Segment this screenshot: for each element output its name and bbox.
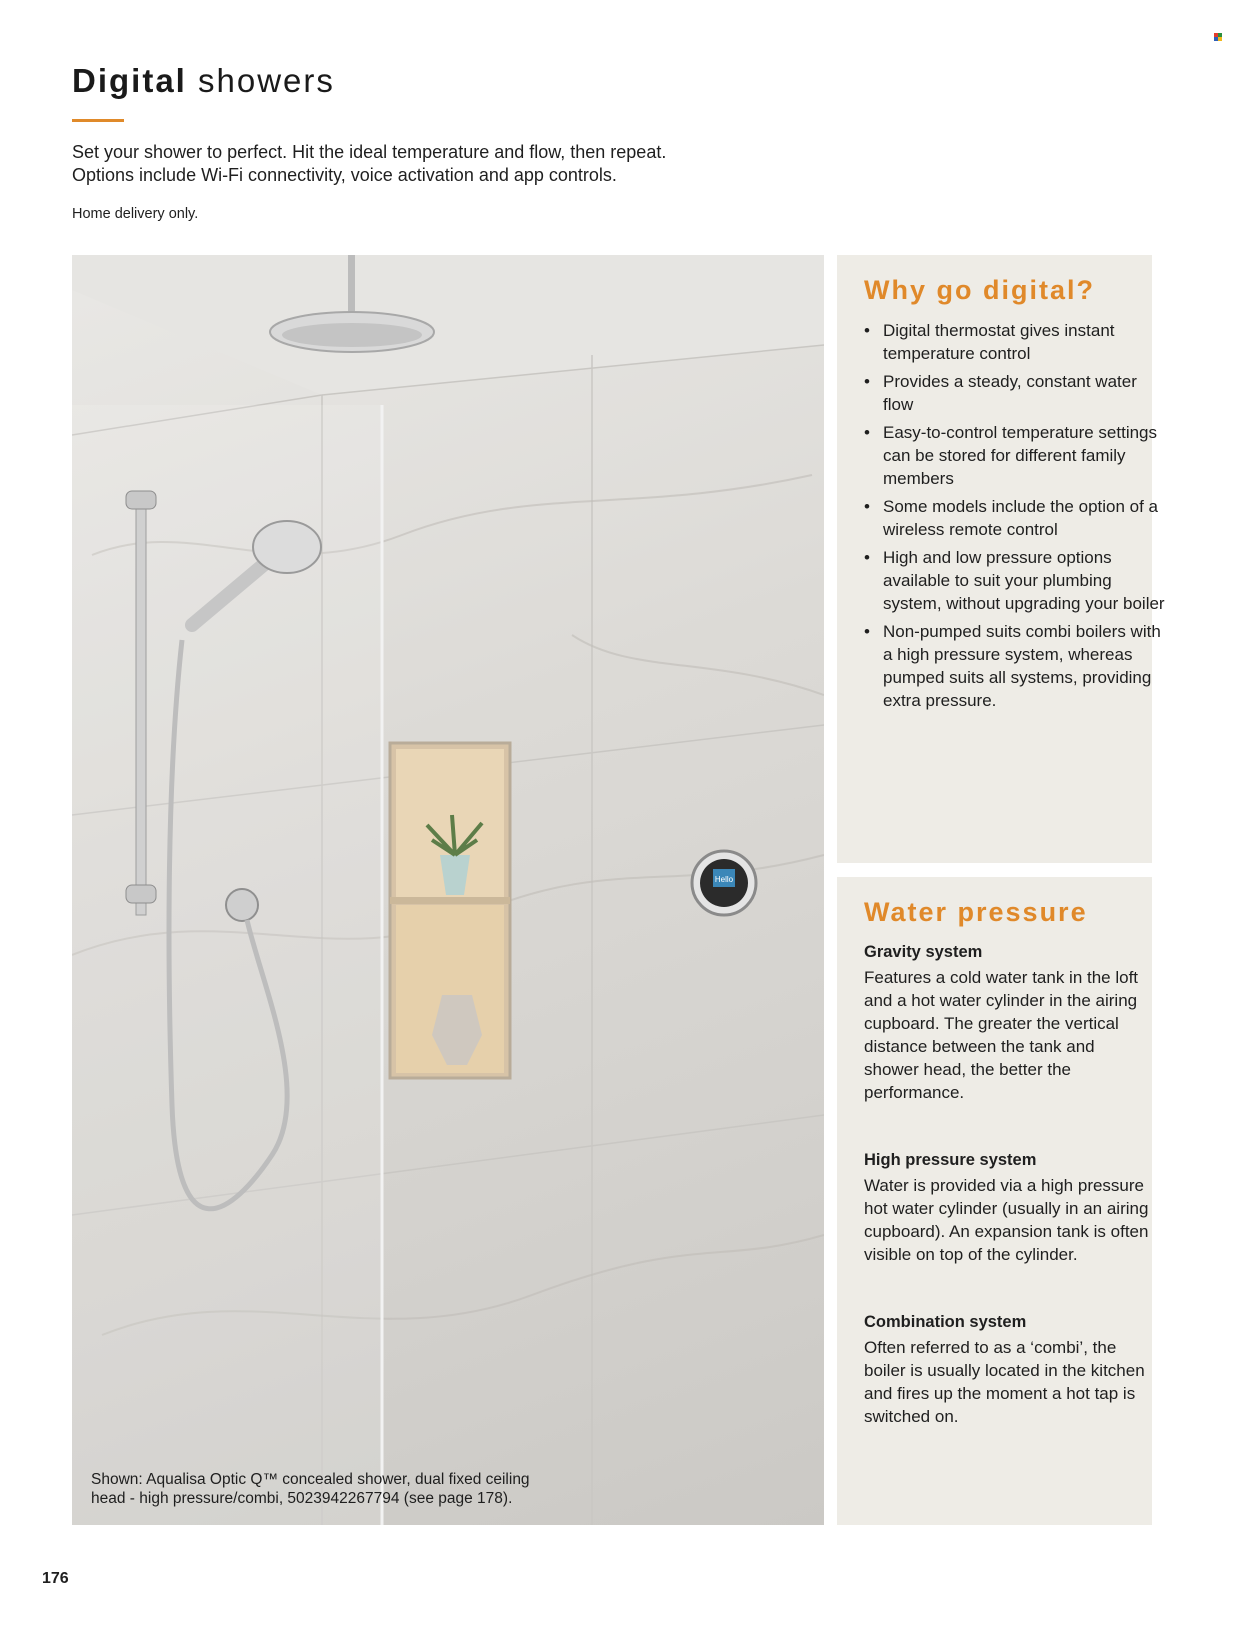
section-text: Water is provided via a high pressure hot water cylinder (usually in an airing cupboard). An expansion tank is often visible on top of the cylinder. — [864, 1176, 1149, 1264]
caption-line-1: Shown: Aqualisa Optic Q™ concealed shower, dual fixed ceiling — [91, 1471, 530, 1488]
intro-line-1: Set your shower to perfect. Hit the ideal temperature and flow, then repeat. — [72, 142, 667, 162]
title-underline — [72, 119, 124, 122]
page-title-bold: Digital — [72, 62, 187, 99]
combination-system-section — [864, 1311, 1149, 1428]
gravity-system-section — [864, 941, 1149, 1104]
why-digital-item: • Some models include the option of a wireless remote control — [883, 495, 1165, 541]
shower-photo — [72, 255, 824, 1525]
section-heading: High pressure system — [864, 1151, 1037, 1169]
caption-line-2: head - high pressure/combi, 5023942267794 (see page 178). — [91, 1490, 513, 1507]
page-title-rest: showers — [186, 62, 335, 99]
why-digital-list — [864, 319, 1165, 717]
delivery-note: Home delivery only. — [72, 206, 199, 222]
why-digital-item: • High and low pressure options available to suit your plumbing system, without upgrading your boiler — [883, 546, 1165, 615]
intro-line-2: Options include Wi-Fi connectivity, voice activation and app controls. — [72, 165, 617, 185]
high-pressure-section — [864, 1149, 1149, 1266]
shower-illustration — [72, 255, 824, 1525]
section-heading: Combination system — [864, 1313, 1027, 1331]
why-digital-item: • Easy-to-control temperature settings can be stored for different family members — [883, 421, 1165, 490]
section-text: Features a cold water tank in the loft and a hot water cylinder in the airing cupboard. The greater the vertical distance between the tank and shower head, the better the performance. — [864, 968, 1139, 1102]
corner-logo-icon — [1214, 33, 1222, 41]
section-heading: Gravity system — [864, 943, 983, 961]
why-digital-item: • Provides a steady, constant water flow — [883, 370, 1165, 416]
photo-caption — [91, 1470, 571, 1508]
water-pressure-panel — [837, 877, 1152, 1525]
controller-display: Hello — [714, 875, 734, 884]
section-text: Often referred to as a ‘combi’, the boiler is usually located in the kitchen and fires up the moment a hot tap is switched on. — [864, 1338, 1145, 1426]
why-digital-item: • Non-pumped suits combi boilers with a high pressure system, whereas pumped suits all systems, providing extra pressure. — [883, 620, 1165, 712]
page-title — [72, 62, 335, 100]
intro-text — [72, 141, 792, 187]
why-digital-item: • Digital thermostat gives instant temperature control — [883, 319, 1165, 365]
why-digital-panel — [837, 255, 1165, 863]
page-number: 176 — [42, 1570, 69, 1587]
water-pressure-title: Water pressure — [864, 897, 1088, 927]
why-digital-title: Why go digital? — [864, 275, 1095, 305]
